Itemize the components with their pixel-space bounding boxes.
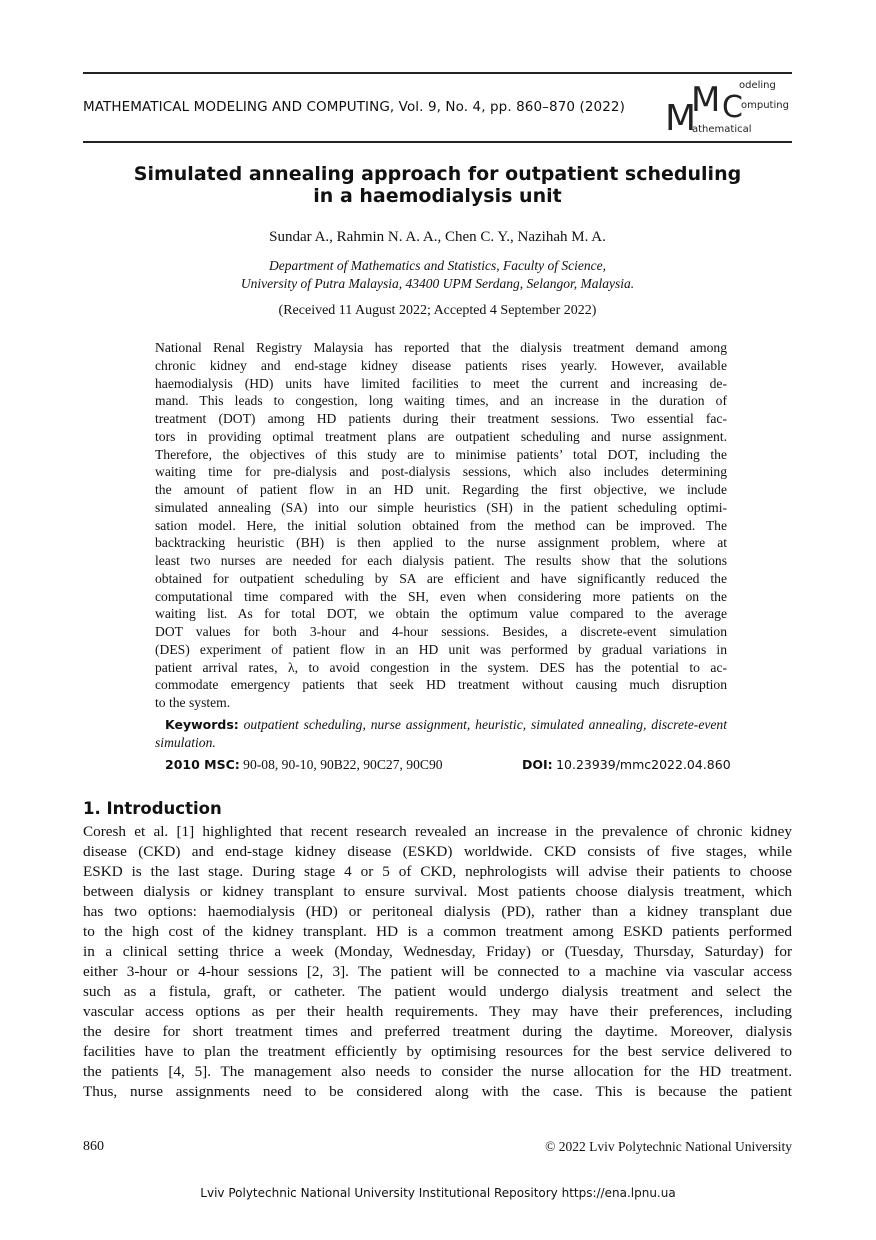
doi-link[interactable]: 10.23939/mmc2022.04.860: [556, 757, 731, 772]
text-line: sation model. Here, the initial solution obtained from the method can be improved. The: [155, 517, 727, 533]
text-line: in a clinical setting thrice a week (Monday, Wednesday, Friday) or (Tuesday, Thursday, Saturday) for: [83, 943, 792, 960]
msc-codes: [165, 757, 443, 773]
text-line: facilities have to plan the treatment efficiently by optimising resources for the best service delivered to: [83, 1043, 792, 1060]
text-line: treatment (DOT) among HD patients during their treatment sessions. Two essential fac-: [155, 411, 727, 426]
copyright: © 2022 Lviv Polytechnic National University: [545, 1139, 792, 1154]
abstract: [155, 339, 727, 712]
title-line: Simulated annealing approach for outpatient scheduling: [133, 163, 742, 185]
text-line: disease (CKD) and end-stage kidney disease (ESKD) worldwide. CKD consists of five stages, while: [83, 843, 792, 860]
affiliation-line: Department of Mathematics and Statistics, Faculty of Science,: [268, 258, 607, 273]
received-dates: (Received 11 August 2022; Accepted 4 September 2022): [278, 303, 597, 318]
text-line: tors in providing optimal treatment plans are outpatient scheduling and nurse assignment.: [155, 428, 727, 444]
text-line: ESKD is the last stage. During stage 4 or 5 of CKD, nephrologists will advise their patients to choose: [83, 863, 792, 880]
text-line: between dialysis or kidney transplant to ensure survival. Most patients choose dialysis treatment, which: [83, 883, 792, 900]
doi: [522, 757, 731, 773]
repository-footer: Lviv Polytechnic National University Institutional Repository https://ena.lpnu.ua: [200, 1186, 676, 1200]
text-line: obtained for outpatient scheduling by SA are efficient and have significantly reduced the: [155, 570, 727, 586]
logo-word: athematical: [692, 124, 752, 135]
logo-word: omputing: [741, 100, 789, 111]
text-line: vascular access options as per their health requirements. They may have their preferences, including: [83, 1003, 792, 1020]
keywords-text: outpatient scheduling, nurse assignment, heuristic, simulated annealing, discrete-event simulation.: [155, 717, 727, 750]
doi-label: DOI:: [522, 757, 553, 772]
authors: Sundar A., Rahmin N. A. A., Chen C. Y., Nazihah M. A.: [269, 229, 606, 245]
text-line: waiting time for pre-dialysis and post-dialysis sessions, which also includes determining: [155, 464, 727, 480]
text-line: either 3-hour or 4-hour sessions [2, 3]. The patient will be connected to a machine via vascular access: [83, 963, 792, 980]
header-bottom-rule: [83, 141, 792, 143]
text-line: the amount of patient flow in an HD unit. Regarding the first objective, we include: [155, 482, 727, 497]
keywords: [155, 716, 727, 752]
text-line: (DES) experiment of patient flow in an HD unit was performed by gradual variations in: [155, 641, 727, 657]
msc-text: 90-08, 90-10, 90B22, 90C27, 90C90: [243, 757, 443, 772]
text-line: computational time compared with the SH, even when considering more patients on the: [155, 588, 727, 604]
text-line: haemodialysis (HD) units have limited facilities to meet the current and increasing de-: [155, 375, 727, 391]
text-line: waiting list. As for total DOT, we obtain the optimum value compared to the average: [155, 606, 727, 622]
text-line: the patients [4, 5]. The management also needs to consider the nurse allocation for the HD treatment.: [83, 1063, 792, 1080]
text-line: patient arrival rates, λ, to avoid congestion in the system. DES has the potential to ac-: [155, 659, 727, 675]
page-number: 860: [83, 1139, 104, 1154]
section-heading: 1. Introduction: [83, 799, 222, 818]
logo-letter: M: [691, 80, 721, 120]
introduction-body: [83, 822, 792, 1102]
msc-label: 2010 MSC:: [165, 757, 240, 772]
paper-title: [83, 163, 792, 207]
text-line: such as a fistula, graft, or catheter. The patient would undergo dialysis treatment and select the: [83, 983, 792, 1000]
text-line: Coresh et al. [1] highlighted that recent research revealed an increase in the prevalence of chronic kidney: [83, 823, 792, 840]
text-line: backtracking heuristic (BH) is then applied to the nurse assignment problem, where at: [155, 535, 727, 551]
text-line: has two options: haemodialysis (HD) or peritoneal dialysis (PD), rather than a kidney transplant due: [83, 903, 792, 920]
text-line: least two nurses are needed for each dialysis patient. The results show that the solutions: [155, 553, 727, 568]
text-line: the desire for short treatment times and preferred treatment during the daytime. Moreover, dialysis: [83, 1023, 792, 1040]
keywords-label: Keywords:: [165, 717, 239, 732]
text-line: DOT values for both 3-hour and 4-hour sessions. Besides, a discrete-event simulation: [155, 624, 727, 639]
text-line: National Renal Registry Malaysia has reported that the dialysis treatment demand among: [155, 340, 727, 355]
text-line: commodate emergency patients that seek HD treatment without causing much disruption: [155, 677, 727, 693]
text-line: chronic kidney and end-stage kidney disease patients rises yearly. However, available: [155, 357, 727, 373]
logo-letter: C: [722, 90, 743, 125]
text-line: Therefore, the objectives of this study are to minimise patients’ total DOT, including the: [155, 446, 727, 462]
text-line: Thus, nurse assignments need to be considered along with the case. This is because the patient: [83, 1083, 792, 1100]
text-line: mand. This leads to congestion, long waiting times, and an increase in the duration of: [155, 393, 727, 409]
text-line: to the high cost of the kidney transplant. HD is a common treatment among ESKD patients performed: [83, 923, 792, 940]
logo-word: odeling: [739, 80, 776, 91]
journal-logo: [665, 76, 795, 138]
text-line: simulated annealing (SA) into our simple heuristics (SH) in the patient scheduling optimi-: [155, 499, 727, 515]
affiliation-line: University of Putra Malaysia, 43400 UPM Serdang, Selangor, Malaysia.: [240, 276, 635, 291]
header-top-rule: [83, 72, 792, 74]
text-line: to the system.: [155, 695, 231, 710]
logo-letter: M: [665, 98, 697, 139]
journal-citation: MATHEMATICAL MODELING AND COMPUTING, Vol. 9, No. 4, pp. 860–870 (2022): [83, 99, 625, 115]
affiliation: [83, 257, 792, 293]
title-line: in a haemodialysis unit: [313, 185, 562, 207]
